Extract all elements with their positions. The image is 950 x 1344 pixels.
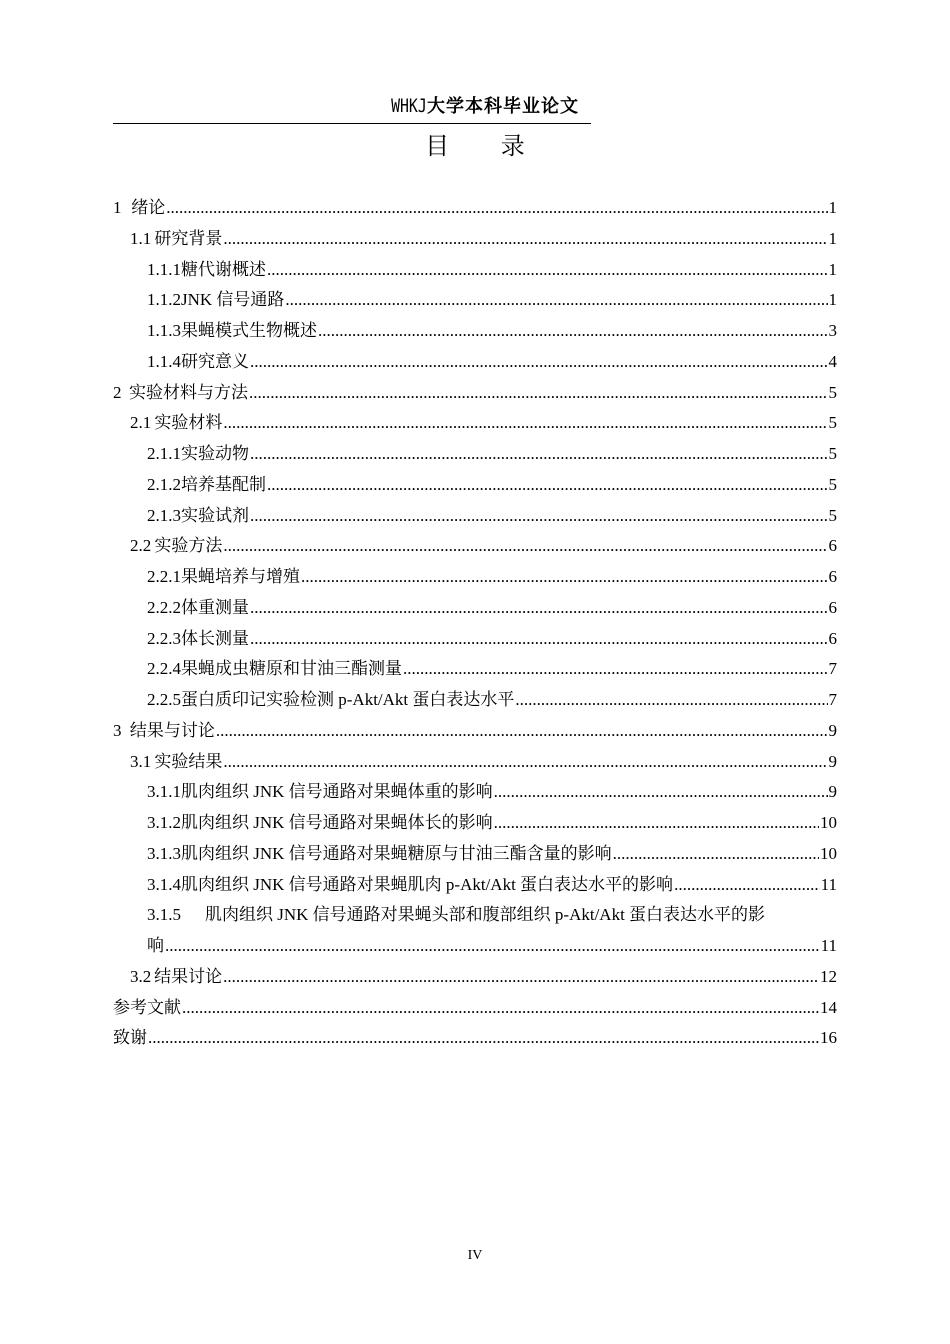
toc-entry-text: 肌肉组织 JNK 信号通路对果蝇肌肉 p-Akt/Akt 蛋白表达水平的影响 — [181, 874, 674, 894]
toc-entry-number: 2.2.2 — [147, 597, 181, 617]
toc-dot-leader — [223, 224, 827, 255]
page-number: IV — [467, 1248, 483, 1263]
toc-entry-number: 2.2 — [130, 536, 152, 556]
toc-entry-text: 果蝇成虫糖原和甘油三酯测量 — [181, 659, 402, 679]
toc-entry-page: 1 — [828, 228, 837, 248]
toc-entry-page: 6 — [828, 628, 837, 648]
toc-entry[interactable] — [113, 562, 837, 593]
toc-entry[interactable] — [113, 900, 837, 931]
toc-entry-number: 2.2.1 — [147, 567, 181, 586]
toc-dot-leader — [166, 193, 827, 224]
toc-entry-page: 9 — [828, 782, 837, 802]
toc-entry-text: 肌肉组织 JNK 信号通路对果蝇头部和腹部组织 p-Akt/Akt 蛋白表达水平的影 — [205, 905, 766, 925]
toc-entry-page: 6 — [828, 567, 837, 586]
toc-dot-leader — [267, 255, 828, 286]
toc-dot-leader — [250, 593, 828, 624]
toc-dot-leader — [318, 316, 828, 347]
toc-entry[interactable] — [113, 1023, 837, 1054]
toc-entry-text: 结果讨论 — [154, 966, 223, 986]
toc-entry-text: 果蝇培养与增殖 — [181, 567, 300, 586]
toc-entry-text: 绪论 — [131, 198, 166, 217]
toc-entry-page: 16 — [820, 1028, 837, 1048]
toc-dot-leader — [223, 962, 819, 993]
toc-dot-leader — [223, 408, 827, 439]
toc-entry-text: 结果与讨论 — [129, 720, 215, 740]
toc-entry[interactable] — [113, 439, 837, 470]
toc-entry[interactable] — [113, 347, 837, 378]
toc-entry-number: 1 — [113, 198, 122, 217]
toc-dot-leader — [216, 716, 828, 747]
toc-entry-page: 1 — [828, 259, 837, 279]
toc-entry-page: 1 — [828, 198, 837, 217]
toc-entry-page: 11 — [820, 936, 837, 955]
toc-entry-page: 5 — [828, 505, 837, 525]
toc-entry-text: 实验动物 — [181, 444, 249, 463]
toc-entry-text: 肌肉组织 JNK 信号通路对果蝇糖原与甘油三酯含量的影响 — [181, 843, 612, 863]
toc-entry[interactable] — [113, 408, 837, 439]
toc-entry-text: 体重测量 — [181, 597, 249, 617]
toc-dot-leader — [148, 1023, 819, 1054]
toc-entry-page: 7 — [828, 659, 837, 679]
toc-entry[interactable] — [113, 777, 837, 808]
table-of-contents — [113, 193, 837, 1054]
toc-entry-text: 实验方法 — [154, 536, 223, 556]
toc-entry[interactable] — [113, 747, 837, 778]
header-rule — [113, 123, 591, 124]
toc-entry-text: 参考文献 — [113, 997, 181, 1017]
toc-entry-number: 1.1 — [130, 228, 152, 248]
toc-entry-text: 研究意义 — [181, 351, 249, 371]
toc-entry-page: 7 — [828, 690, 837, 709]
toc-entry-page: 4 — [828, 351, 837, 371]
toc-entry[interactable] — [113, 654, 837, 685]
toc-entry[interactable] — [113, 962, 837, 993]
toc-entry-page: 10 — [820, 843, 837, 863]
toc-entry-text: 糖代谢概述 — [181, 259, 266, 279]
toc-entry-page: 12 — [820, 966, 837, 986]
toc-entry[interactable] — [113, 501, 837, 532]
toc-entry[interactable] — [113, 285, 837, 316]
toc-dot-leader — [223, 747, 827, 778]
toc-entry-page: 9 — [828, 751, 837, 771]
toc-entry[interactable] — [113, 808, 837, 839]
header-title: 大学本科毕业论文 — [427, 96, 579, 117]
toc-entry-text: JNK 信号通路 — [181, 290, 285, 310]
toc-entry-text: 体长测量 — [181, 628, 249, 648]
toc-entry-text: 肌肉组织 JNK 信号通路对果蝇体长的影响 — [181, 813, 493, 832]
toc-entry-number: 3.1.5 — [147, 905, 181, 925]
toc-entry-number: 1.1.1 — [147, 259, 181, 279]
toc-entry-page: 5 — [828, 474, 837, 494]
toc-dot-leader — [250, 347, 828, 378]
toc-entry-page: 5 — [828, 444, 837, 463]
toc-entry-text: 致谢 — [113, 1028, 147, 1048]
toc-entry-text: 肌肉组织 JNK 信号通路对果蝇体重的影响 — [181, 782, 493, 802]
toc-entry[interactable] — [113, 624, 837, 655]
toc-dot-leader — [494, 808, 819, 839]
toc-dot-leader — [223, 531, 827, 562]
toc-entry-number: 1.1.2 — [147, 290, 181, 310]
toc-entry-text: 蛋白质印记实验检测 p-Akt/Akt 蛋白表达水平 — [181, 690, 515, 709]
toc-dot-leader — [494, 777, 828, 808]
toc-dot-leader — [267, 470, 828, 501]
toc-entry-page: 9 — [828, 720, 837, 740]
toc-entry-number: 3.1.3 — [147, 843, 181, 863]
toc-dot-leader — [674, 870, 820, 901]
toc-entry[interactable] — [113, 470, 837, 501]
toc-dot-leader — [285, 285, 827, 316]
toc-entry-text: 实验材料与方法 — [128, 382, 248, 402]
toc-entry-page: 14 — [820, 997, 837, 1017]
toc-entry-number: 1.1.3 — [147, 321, 181, 340]
toc-dot-leader — [250, 624, 828, 655]
toc-entry-page: 10 — [820, 813, 837, 832]
toc-entry-page: 3 — [828, 321, 837, 340]
toc-entry[interactable] — [113, 378, 837, 409]
toc-dot-leader — [249, 378, 828, 409]
toc-entry-number: 2.2.5 — [147, 690, 181, 709]
toc-entry-number: 2.1 — [130, 413, 152, 433]
toc-entry-text: 实验结果 — [154, 751, 223, 771]
toc-entry-page: 11 — [820, 874, 837, 894]
toc-entry-number: 2.2.4 — [147, 659, 181, 679]
toc-dot-leader — [515, 685, 827, 716]
toc-entry[interactable] — [113, 593, 837, 624]
toc-entry[interactable] — [113, 993, 837, 1024]
toc-entry-number: 3.1 — [130, 751, 152, 771]
toc-dot-leader — [250, 501, 828, 532]
toc-entry-number: 3.2 — [130, 966, 152, 986]
toc-entry-number: 3.1.2 — [147, 813, 181, 832]
toc-entry[interactable] — [113, 224, 837, 255]
toc-entry-number: 2.2.3 — [147, 628, 181, 648]
toc-entry-number: 2.1.2 — [147, 474, 181, 494]
header-code: WHKJ — [391, 95, 427, 117]
toc-entry-page: 6 — [828, 536, 837, 556]
toc-entry[interactable] — [113, 531, 837, 562]
toc-entry[interactable] — [113, 255, 837, 286]
toc-entry-number: 2 — [113, 382, 122, 402]
toc-entry[interactable] — [113, 685, 837, 716]
toc-entry-text: 实验材料 — [154, 413, 223, 433]
toc-entry-text: 研究背景 — [154, 228, 223, 248]
toc-dot-leader — [182, 993, 819, 1024]
toc-entry-page: 5 — [828, 382, 837, 402]
toc-entry[interactable] — [113, 316, 837, 347]
toc-entry-number: 1.1.4 — [147, 351, 181, 371]
toc-entry-text-continued: 响 — [147, 936, 164, 955]
toc-dot-leader — [165, 931, 820, 962]
header-text — [381, 92, 579, 122]
toc-entry-text: 实验试剂 — [181, 505, 249, 525]
toc-entry-page: 6 — [828, 597, 837, 617]
toc-title: 目 录 — [425, 132, 547, 160]
toc-entry-page: 1 — [828, 290, 837, 310]
toc-entry[interactable] — [113, 193, 837, 224]
toc-entry[interactable] — [113, 870, 837, 901]
toc-entry-number: 3 — [113, 720, 122, 740]
toc-entry-page: 5 — [828, 413, 837, 433]
toc-entry[interactable] — [113, 716, 837, 747]
toc-entry-text: 培养基配制 — [181, 474, 266, 494]
toc-dot-leader — [613, 839, 819, 870]
toc-dot-leader — [403, 654, 828, 685]
toc-entry-number: 3.1.1 — [147, 782, 181, 802]
toc-entry-number: 2.1.3 — [147, 505, 181, 525]
toc-dot-leader — [301, 562, 828, 593]
toc-entry[interactable] — [113, 839, 837, 870]
toc-entry-text: 果蝇模式生物概述 — [181, 321, 317, 340]
toc-entry-number: 2.1.1 — [147, 444, 181, 463]
page-header — [113, 92, 591, 124]
toc-entry-continuation[interactable] — [113, 931, 837, 962]
toc-entry-number: 3.1.4 — [147, 874, 181, 894]
toc-dot-leader — [250, 439, 828, 470]
